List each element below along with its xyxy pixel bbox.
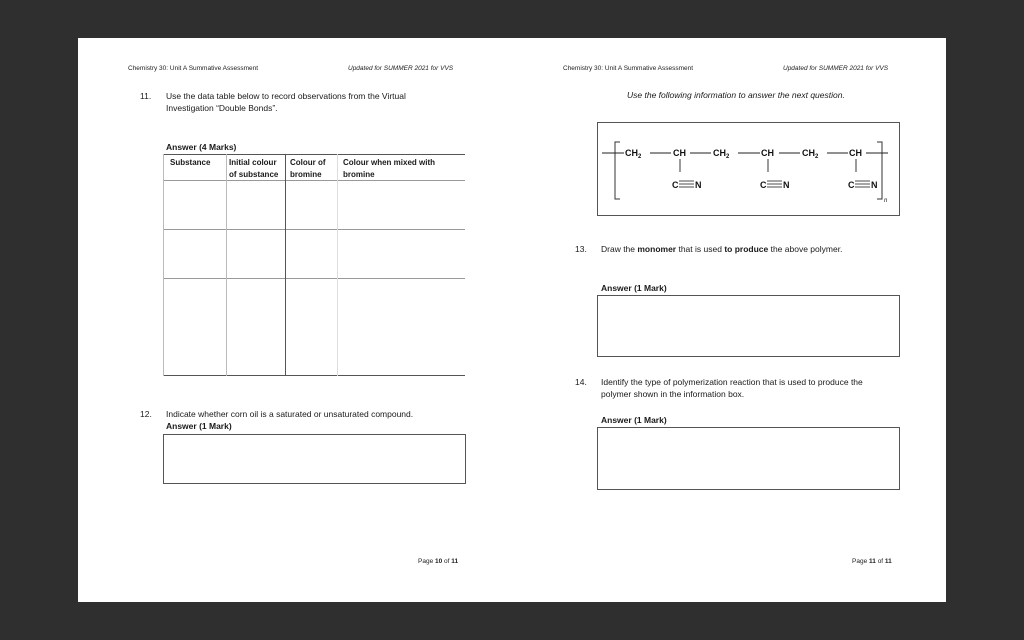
right-header-title: Chemistry 30: Unit A Summative Assessment [563,65,694,72]
table-cell-input[interactable] [227,181,284,375]
page-of: of [877,558,884,565]
q13-text-bold: to produce [724,244,769,254]
q14-text-line1: Identify the type of polymerization reaction that is used to produce the [601,377,863,387]
q14-answer-box[interactable] [597,427,900,490]
th-mixed-colour: Colour when mixed with bromine [343,158,436,179]
polymer-info-box [597,122,900,216]
q12-number: 12. [140,409,152,419]
atom-n: N [783,180,790,190]
left-header-title: Chemistry 30: Unit A Summative Assessment [128,65,259,72]
q11-number: 11. [140,91,152,101]
info-box-title: Use the following information to answer the next question. [627,90,845,100]
atom-n: N [871,180,878,190]
atom-n: N [695,180,702,190]
left-header-updated: Updated for SUMMER 2021 for VVS [348,65,454,72]
th-substance: Substance [170,158,211,167]
right-page-number [852,558,892,565]
q14-text [601,376,863,400]
th-initial-colour: Initial colour of substance [229,158,279,179]
q11-text [166,90,406,114]
atom-c: C [672,180,679,190]
q13-text-part: that is used [676,244,725,254]
q13-number: 13. [575,244,587,254]
atom-ch: CH [673,148,686,158]
q12-answer-box[interactable] [163,434,466,484]
page-label: Page [852,558,868,565]
right-bracket [877,142,882,199]
page-total: 11 [884,558,892,565]
q12-text: Indicate whether corn oil is a saturated or unsaturated compound. [166,409,414,419]
q11-text-line1: Use the data table below to record observations from the Virtual [166,91,406,101]
atom-c: C [760,180,767,190]
atom-ch: CH [761,148,774,158]
left-bracket [615,142,620,199]
th-bromine-colour: Colour of bromine [290,158,326,179]
atom-ch2: $CH_2$ [802,148,819,160]
polymer-structure-diagram [598,123,901,217]
q14-number: 14. [575,377,587,387]
table-bottom-border [163,375,465,376]
q13-answer-box[interactable] [597,295,900,357]
left-page-number [418,558,458,565]
observation-table [163,154,465,376]
q13-text-part: the above polymer. [768,244,843,254]
q12-answer-label: Answer (1 Mark) [166,421,232,431]
q13-text-bold: monomer [637,244,677,254]
repeat-subscript-n: n [884,198,888,204]
backbone-bonds [602,153,888,172]
q13-answer-label: Answer (1 Mark) [601,283,667,293]
atom-ch: CH [849,148,862,158]
q11-answer-label: Answer (4 Marks) [166,142,237,152]
table-cell-input[interactable] [164,181,225,375]
q14-answer-label: Answer (1 Mark) [601,415,667,425]
table-cell-input[interactable] [286,181,464,375]
triple-bonds [679,181,870,187]
table-top-border [163,154,465,155]
page-current: 11 [869,558,876,565]
page-label: Page [418,558,434,565]
page-of: of [444,558,450,565]
atom-ch2: $CH_2$ [625,148,642,160]
q14-text-line2: polymer shown in the information box. [601,389,745,399]
right-header-updated: Updated for SUMMER 2021 for VVS [783,65,889,72]
page-current: 10 [435,558,443,565]
document-page-spread [78,38,946,602]
atom-c: C [848,180,855,190]
q13-text [601,243,842,255]
page-total: 11 [451,558,459,565]
atom-ch2: $CH_2$ [713,148,730,160]
q13-text-part: Draw the [601,244,638,254]
q11-text-line2: Investigation “Double Bonds”. [166,103,278,113]
